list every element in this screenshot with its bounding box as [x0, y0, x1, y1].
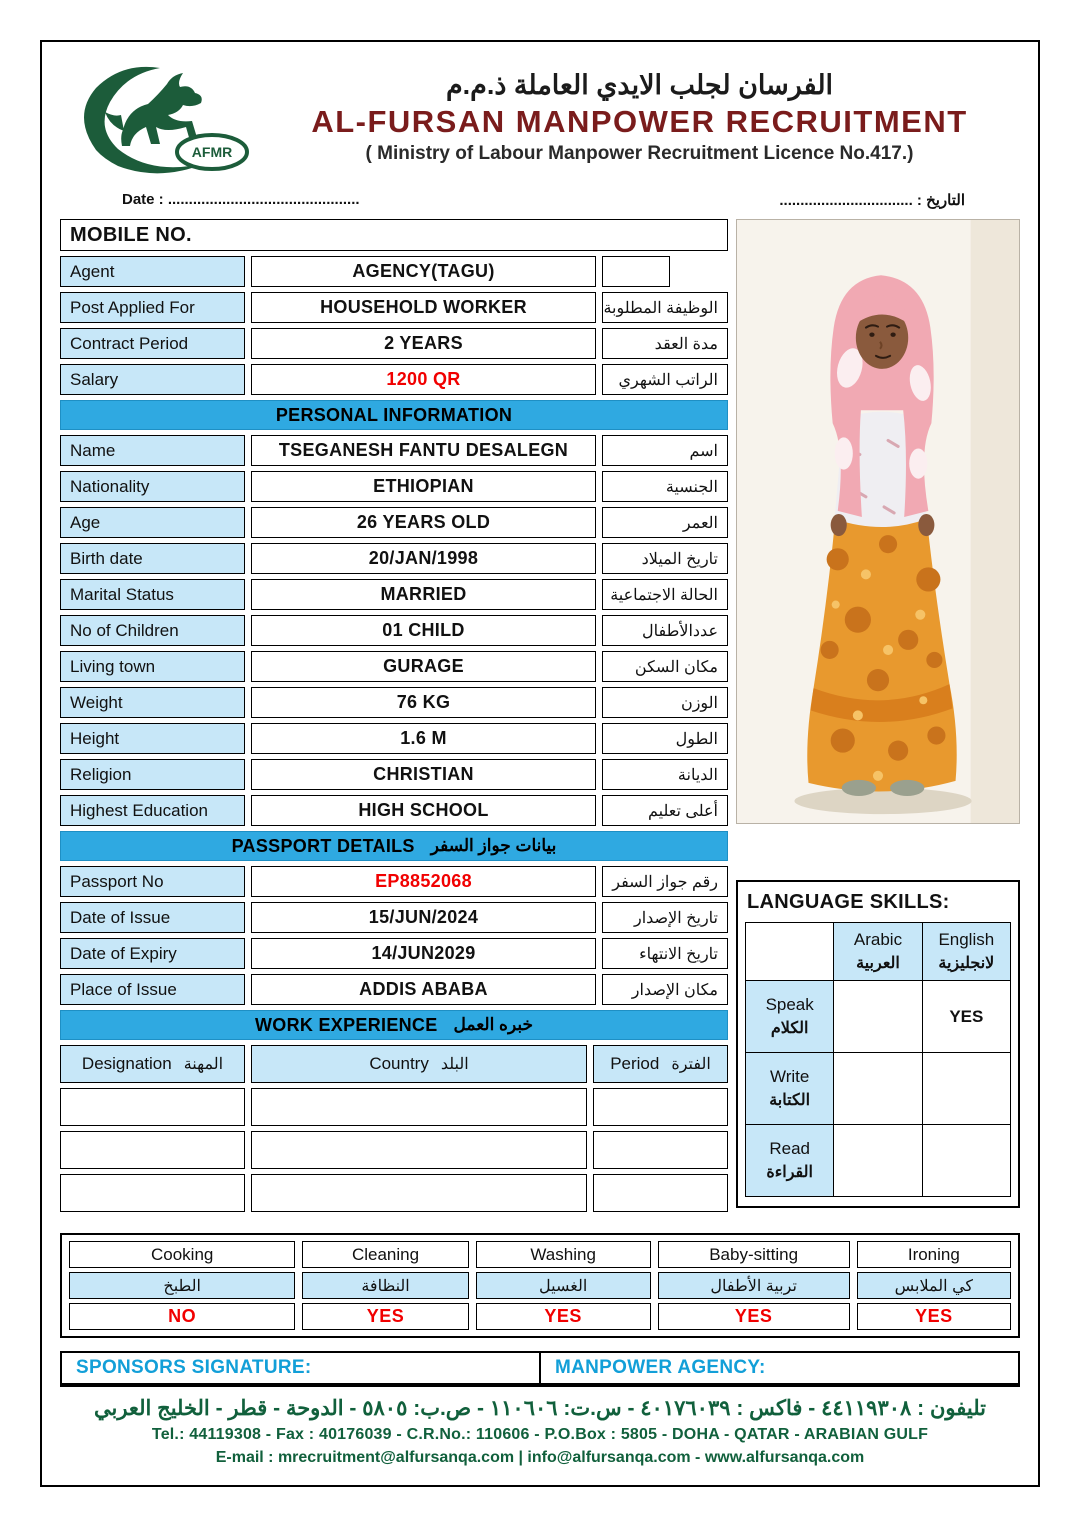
manpower-agency-label: MANPOWER AGENCY:: [539, 1353, 1018, 1383]
applicant-photo: [736, 219, 1020, 824]
col-label: Period: [610, 1054, 660, 1073]
skill-value: YES: [857, 1303, 1011, 1330]
section-title-ar: خبره العمل: [453, 1015, 533, 1034]
field-label-ar: عددالأطفال: [602, 615, 728, 646]
field-label-ar: العمر: [602, 507, 728, 538]
field-label: Birth date: [60, 543, 245, 574]
work-exp-cell: [251, 1088, 587, 1126]
skill-label-ar: الغسيل: [476, 1272, 651, 1299]
field-row-height: [60, 723, 728, 754]
field-row-children: [60, 615, 728, 646]
skill-washing: [476, 1241, 651, 1330]
work-col-period: [593, 1045, 728, 1083]
lang-read-english-value: [922, 1125, 1010, 1197]
lang-col-arabic: [834, 923, 922, 981]
signature-row: [60, 1351, 1020, 1385]
field-value-salary: 1200 QR: [251, 364, 596, 395]
skill-label: Baby-sitting: [658, 1241, 850, 1268]
col-label-ar: العربية: [856, 955, 900, 972]
horse-logo-icon: [60, 54, 265, 176]
field-label: Date of Issue: [60, 902, 245, 933]
header-titles: [265, 70, 1020, 165]
work-exp-empty-row: [60, 1088, 728, 1126]
col-label-ar: المهنة: [183, 1056, 224, 1073]
field-label: Agent: [60, 256, 245, 287]
field-label-ar: الوزن: [602, 687, 728, 718]
lang-write-english-value: [922, 1053, 1010, 1125]
agency-title-arabic: الفرسان لجلب الايدي العاملة ذ.م.م: [445, 70, 834, 100]
col-label: Arabic: [853, 930, 903, 949]
field-label-ar: [602, 256, 670, 287]
col-label: Country: [369, 1054, 429, 1073]
field-label: Living town: [60, 651, 245, 682]
field-value: 76 KG: [251, 687, 596, 718]
field-label: Name: [60, 435, 245, 466]
field-value: 26 YEARS OLD: [251, 507, 596, 538]
agency-logo: [60, 54, 265, 181]
lang-write-arabic-value: [834, 1053, 922, 1125]
mobile-no-header: MOBILE NO.: [60, 219, 728, 251]
licence-subtitle: ( Ministry of Labour Manpower Recruitment Licence No.417.): [365, 143, 914, 164]
field-row-livingtown: [60, 651, 728, 682]
field-label-ar: اسم: [602, 435, 728, 466]
work-exp-empty-row: [60, 1131, 728, 1169]
work-exp-cell: [60, 1174, 245, 1212]
field-label-ar: الحالة الاجتماعية: [602, 579, 728, 610]
field-label: Post Applied For: [60, 292, 245, 323]
field-value: 1.6 M: [251, 723, 596, 754]
work-exp-cell: [60, 1131, 245, 1169]
skill-label-ar: تربية الأطفال: [658, 1272, 850, 1299]
field-row-marital: [60, 579, 728, 610]
col-label-ar: البلد: [440, 1056, 469, 1073]
skill-value: YES: [302, 1303, 468, 1330]
field-row-birthdate: [60, 543, 728, 574]
row-label-ar: القراءة: [766, 1164, 813, 1181]
field-label-ar: رقم جواز السفر: [602, 866, 728, 897]
work-exp-cell: [251, 1174, 587, 1212]
work-col-designation: [60, 1045, 245, 1083]
field-value: 20/JAN/1998: [251, 543, 596, 574]
field-row-expiry-date: [60, 938, 728, 969]
field-row-nationality: [60, 471, 728, 502]
work-exp-cell: [593, 1088, 728, 1126]
work-experience-header: [60, 1010, 728, 1040]
lang-row-read: [746, 1125, 834, 1197]
skill-label-ar: كي الملابس: [857, 1272, 1011, 1299]
field-label: Marital Status: [60, 579, 245, 610]
work-exp-head-row: [60, 1045, 728, 1083]
field-label-ar: الطول: [602, 723, 728, 754]
field-row-passport-no: [60, 866, 728, 897]
work-exp-cell: [60, 1088, 245, 1126]
date-label-en: Date : ..............................................: [122, 191, 360, 208]
page-frame: [40, 40, 1040, 1487]
household-skills-grid: [60, 1233, 1020, 1338]
field-value: TSEGANESH FANTU DESALEGN: [251, 435, 596, 466]
field-label-ar: الديانة: [602, 759, 728, 790]
field-row-issue-date: [60, 902, 728, 933]
field-value: ADDIS ABABA: [251, 974, 596, 1005]
language-skills-table: [745, 922, 1011, 1197]
field-value: HIGH SCHOOL: [251, 795, 596, 826]
skill-label: Cleaning: [302, 1241, 468, 1268]
lang-col-english: [922, 923, 1010, 981]
row-label: Read: [769, 1139, 810, 1158]
col-label: English: [938, 930, 995, 949]
row-label: Speak: [765, 995, 814, 1014]
field-label-ar: مدة العقد: [602, 328, 728, 359]
applicant-photo-illustration: [737, 220, 1019, 823]
language-skills-title: LANGUAGE SKILLS:: [747, 891, 950, 913]
field-label: Weight: [60, 687, 245, 718]
field-value: HOUSEHOLD WORKER: [251, 292, 596, 323]
field-value: CHRISTIAN: [251, 759, 596, 790]
field-row-religion: [60, 759, 728, 790]
footer: [60, 1385, 1020, 1473]
field-value: MARRIED: [251, 579, 596, 610]
field-row-salary: [60, 364, 728, 395]
skill-label-ar: الطبخ: [69, 1272, 295, 1299]
field-row-post: [60, 292, 728, 323]
work-exp-cell: [593, 1174, 728, 1212]
sponsor-signature-label: SPONSORS SIGNATURE:: [76, 1357, 312, 1378]
field-label-ar: تاريخ الميلاد: [602, 543, 728, 574]
field-label-ar: الراتب الشهري: [602, 364, 728, 395]
field-value: 2 YEARS: [251, 328, 596, 359]
skill-value: NO: [69, 1303, 295, 1330]
work-col-country: [251, 1045, 587, 1083]
col-label: Designation: [81, 1054, 172, 1073]
section-title: WORK EXPERIENCE: [255, 1014, 438, 1035]
col-label-ar: لانجليزية: [938, 955, 995, 972]
field-row-contract: [60, 328, 728, 359]
passport-details-header: [60, 831, 728, 861]
field-value: 14/JUN2029: [251, 938, 596, 969]
personal-information-header: [60, 400, 728, 430]
skill-value: YES: [658, 1303, 850, 1330]
field-label: Religion: [60, 759, 245, 790]
col-label-ar: الفترة: [671, 1056, 711, 1073]
field-label: Passport No: [60, 866, 245, 897]
work-exp-cell: [593, 1131, 728, 1169]
field-value: AGENCY(TAGU): [251, 256, 596, 287]
side-column: [736, 219, 1020, 1217]
field-label: Place of Issue: [60, 974, 245, 1005]
skill-label: Cooking: [69, 1241, 295, 1268]
field-label: No of Children: [60, 615, 245, 646]
field-value-passport-no: EP8852068: [251, 866, 596, 897]
skill-babysitting: [658, 1241, 850, 1330]
lang-corner-cell: [746, 923, 834, 981]
field-label-ar: مكان السكن: [602, 651, 728, 682]
field-label-ar: الوظيفة المطلوبة: [602, 292, 728, 323]
field-label: Contract Period: [60, 328, 245, 359]
skill-label: Ironing: [857, 1241, 1011, 1268]
field-row-issue-place: [60, 974, 728, 1005]
field-label: Highest Education: [60, 795, 245, 826]
field-row-name: [60, 435, 728, 466]
date-label-ar: التاريخ : ................................: [779, 192, 965, 209]
field-row-weight: [60, 687, 728, 718]
lang-row-write: [746, 1053, 834, 1125]
field-label-ar: تاريخ الإصدار: [602, 902, 728, 933]
skill-value: YES: [476, 1303, 651, 1330]
section-title: PERSONAL INFORMATION: [275, 404, 513, 425]
lang-read-arabic-value: [834, 1125, 922, 1197]
agency-title-english: AL-FURSAN MANPOWER RECRUITMENT: [311, 104, 968, 139]
skill-label-ar: النظافة: [302, 1272, 468, 1299]
footer-contact-english: Tel.: 44119308 - Fax : 40176039 - C.R.No.: 110606 - P.O.Box : 5805 - DOHA - QATAR - ARABIAN GULF: [151, 1426, 929, 1443]
field-label-ar: مكان الإصدار: [602, 974, 728, 1005]
work-exp-empty-row: [60, 1174, 728, 1212]
field-label: Salary: [60, 364, 245, 395]
footer-email-line: E-mail : mrecruitment@alfursanqa.com | info@alfursanqa.com - www.alfursanqa.com: [215, 1449, 865, 1466]
field-value: ETHIOPIAN: [251, 471, 596, 502]
field-value: 01 CHILD: [251, 615, 596, 646]
field-label-ar: تاريخ الانتهاء: [602, 938, 728, 969]
field-label-ar: أعلى تعليم: [602, 795, 728, 826]
footer-contact-arabic: تليفون : ٤٤١١٩٣٠٨ - فاكس : ٤٠١٧٦٠٣٩ - س.ت: ١١٠٦٠٦ - ص.ب: ٥٨٠٥ - الدوحة - قطر - الخليج العربي: [94, 1397, 986, 1420]
lang-row-speak: [746, 981, 834, 1053]
field-label: Date of Expiry: [60, 938, 245, 969]
header: [60, 54, 1020, 181]
skill-cooking: [69, 1241, 295, 1330]
field-row-education: [60, 795, 728, 826]
lang-speak-english-value: YES: [922, 981, 1010, 1053]
date-row: [60, 181, 1020, 217]
skill-label: Washing: [476, 1241, 651, 1268]
form-column: [60, 219, 728, 1217]
row-label-ar: الكلام: [770, 1020, 809, 1037]
field-label: Nationality: [60, 471, 245, 502]
field-label-ar: الجنسية: [602, 471, 728, 502]
skill-cleaning: [302, 1241, 468, 1330]
language-skills-panel: [736, 880, 1020, 1208]
lang-speak-arabic-value: [834, 981, 922, 1053]
skill-ironing: [857, 1241, 1011, 1330]
section-title: PASSPORT DETAILS: [231, 835, 415, 856]
section-title-ar: بيانات جواز السفر: [430, 836, 557, 855]
row-label-ar: الكتابة: [769, 1092, 811, 1109]
field-row-age: [60, 507, 728, 538]
logo-badge-text: AFMR: [191, 144, 233, 160]
field-label: Height: [60, 723, 245, 754]
main-content: [60, 219, 1020, 1217]
row-label: Write: [769, 1067, 810, 1086]
field-value: GURAGE: [251, 651, 596, 682]
field-row-agent: [60, 256, 728, 287]
field-label: Age: [60, 507, 245, 538]
field-value: 15/JUN/2024: [251, 902, 596, 933]
work-exp-cell: [251, 1131, 587, 1169]
